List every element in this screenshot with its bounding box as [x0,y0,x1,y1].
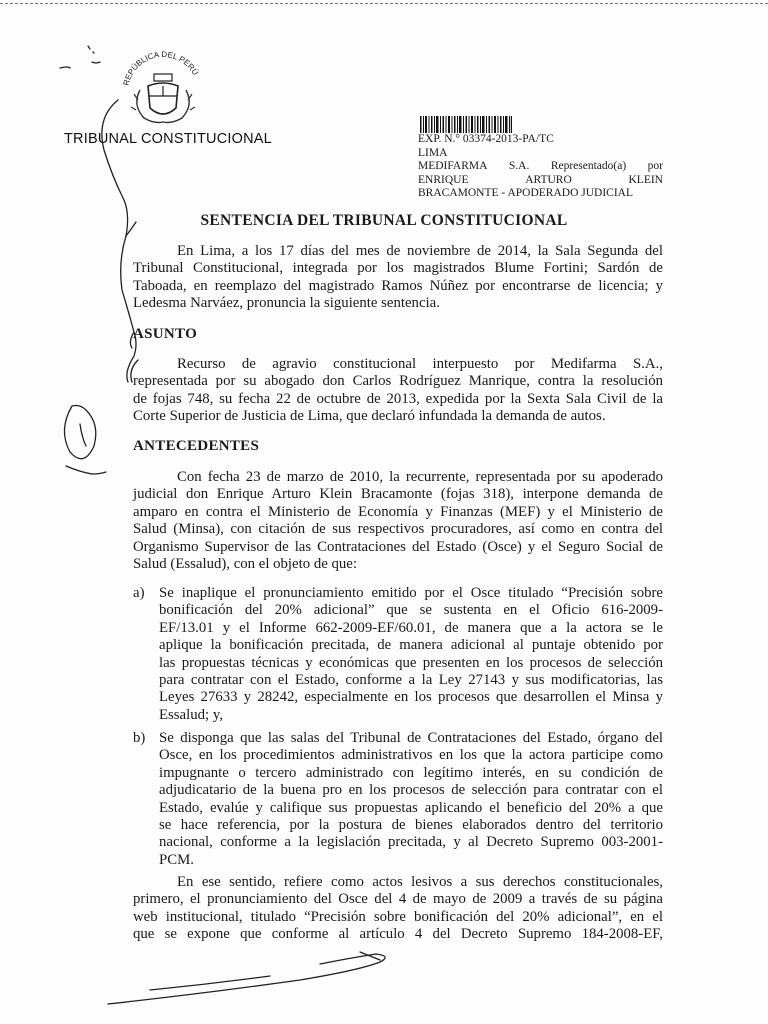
party-word: S.A. [508,160,530,172]
text-line: adjudicatario de la buena pro en los procesos de selección para contratar con el [159,782,663,799]
case-file-block [418,133,663,201]
text-line: impugnante o tercero administrado con legítimo interés, en su condición de [159,764,663,781]
text-line: Salud (Essalud), con el objeto de que: [133,556,357,573]
party-word: Representado(a) [550,160,627,172]
text-line: PCM. [159,851,194,868]
crest-text: REPÚBLICA DEL PERÚ [121,50,201,87]
text-line: Organismo Supervisor de las Contrataciones del Estado (Osce) y el Seguro Social de [133,538,663,555]
text-line: Estado, evalúe y califique sus propuestas aplicando el beneficio del 20% a que [159,799,663,816]
antecedentes-paragraph [133,469,663,573]
closing-paragraph [133,874,663,944]
party-word: por [647,160,663,172]
party-word: KLEIN [628,173,663,186]
item-a-letter: a) [133,585,145,601]
institution-name: TRIBUNAL CONSTITUCIONAL [64,131,272,147]
text-line: que se expone que conforme al artículo 4 del Decreto Supremo 184-2008-EF, [133,926,663,943]
text-line: bonificación del 20% adicional” que se sustenta en el Oficio 616-2009- [159,602,663,619]
case-number: EXP. N.° 03374-2013-PA/TC [418,133,554,145]
text-line: amparo en contra el Ministerio de Economía y Finanzas (MEF) y el Ministerio de [133,503,663,520]
antecedentes-heading: ANTECEDENTES [133,438,260,454]
party-line [418,174,663,188]
top-edge-line [0,3,768,4]
text-line: nacional, conforme a la legislación precitada, y al Decreto Supremo 003-2001- [159,834,663,851]
text-line: aplique la bonificación precitada, de manera adicional al puntaje obtenido por [159,637,663,654]
text-line: las propuestas técnicas y económicas que presenten en los procesos de selección [159,654,663,671]
text-line: Essalud; y, [159,706,223,723]
party-word: ARTURO [525,173,572,186]
text-line: Taboada, en reemplazo del magistrado Ramos Núñez por encontrarse de licencia; y [133,277,663,294]
text-line: En Lima, a los 17 días del mes de noviembre de 2014, la Sala Segunda del [177,243,663,259]
text-line: Osce, en los procedimientos administrativos en los que la actora participe como [159,747,663,764]
barcode-icon [420,116,512,133]
text-line: primero, el pronunciamiento del Osce del 4 de mayo de 2009 a través de su página [133,891,663,908]
text-line: de fojas 748, su fecha 22 de octubre de 2013, expedida por la Sexta Sala Civil de la [133,390,663,407]
text-line: Se inaplique el pronunciamiento emitido por el Osce titulado “Precisión sobre [159,585,663,601]
text-line: Con fecha 23 de marzo de 2010, la recurrente, representada por su apoderado [177,469,663,485]
intro-paragraph [133,243,663,313]
item-a-paragraph [159,585,663,724]
coat-of-arms-icon [118,50,208,130]
text-line: se hace referencia, por la postura de bienes elaborados dentro del territorio [159,817,663,834]
case-city: LIMA [418,146,448,159]
asunto-heading: ASUNTO [133,326,198,342]
item-b-letter: b) [133,730,146,746]
text-line: web institucional, titulado “Precisión sobre bonificación del 20% adicional”, en el [133,908,663,925]
text-line: Recurso de agravio constitucional interpuesto por Medifarma S.A., [177,356,663,372]
text-line: EF/13.01 y el Informe 662-2009-EF/60.01, de manera que a la actora se le [159,619,663,636]
document-title: SENTENCIA DEL TRIBUNAL CONSTITUCIONAL [200,212,568,229]
text-line: Leyes 27633 y 28242, especialmente en los procesos que desarrollen el Minsa y [159,689,663,706]
text-line: Corte Superior de Justicia de Lima, que declaró infundada la demanda de autos. [133,408,606,425]
text-line: En ese sentido, refiere como actos lesivos a sus derechos constitucionales, [177,874,663,890]
asunto-paragraph [133,356,663,426]
text-line: para contratar con el Estado, conforme a la Ley 27143 y sus modificatorias, las [159,672,663,689]
party-line [418,160,663,174]
text-line: judicial don Enrique Arturo Klein Bracamonte (fojas 318), interpone demanda de [133,486,663,503]
text-line: Salud (Minsa), con citación de sus respectivos procuradores, así como en contra del [133,521,663,538]
party-word: ENRIQUE [418,173,469,186]
text-line: Ledesma Narváez, pronuncia la siguiente sentencia. [133,295,440,312]
party-line: BRACAMONTE - APODERADO JUDICIAL [418,187,633,199]
item-b-paragraph [159,730,663,869]
text-line: Tribunal Constitucional, integrada por los magistrados Blume Fortini; Sardón de [133,260,663,277]
party-word: MEDIFARMA [418,160,488,172]
text-line: representada por su abogado don Carlos Rodríguez Manrique, contra la resolución [133,373,663,390]
text-line: Se disponga que las salas del Tribunal de Contrataciones del Estado, órgano del [159,730,663,746]
